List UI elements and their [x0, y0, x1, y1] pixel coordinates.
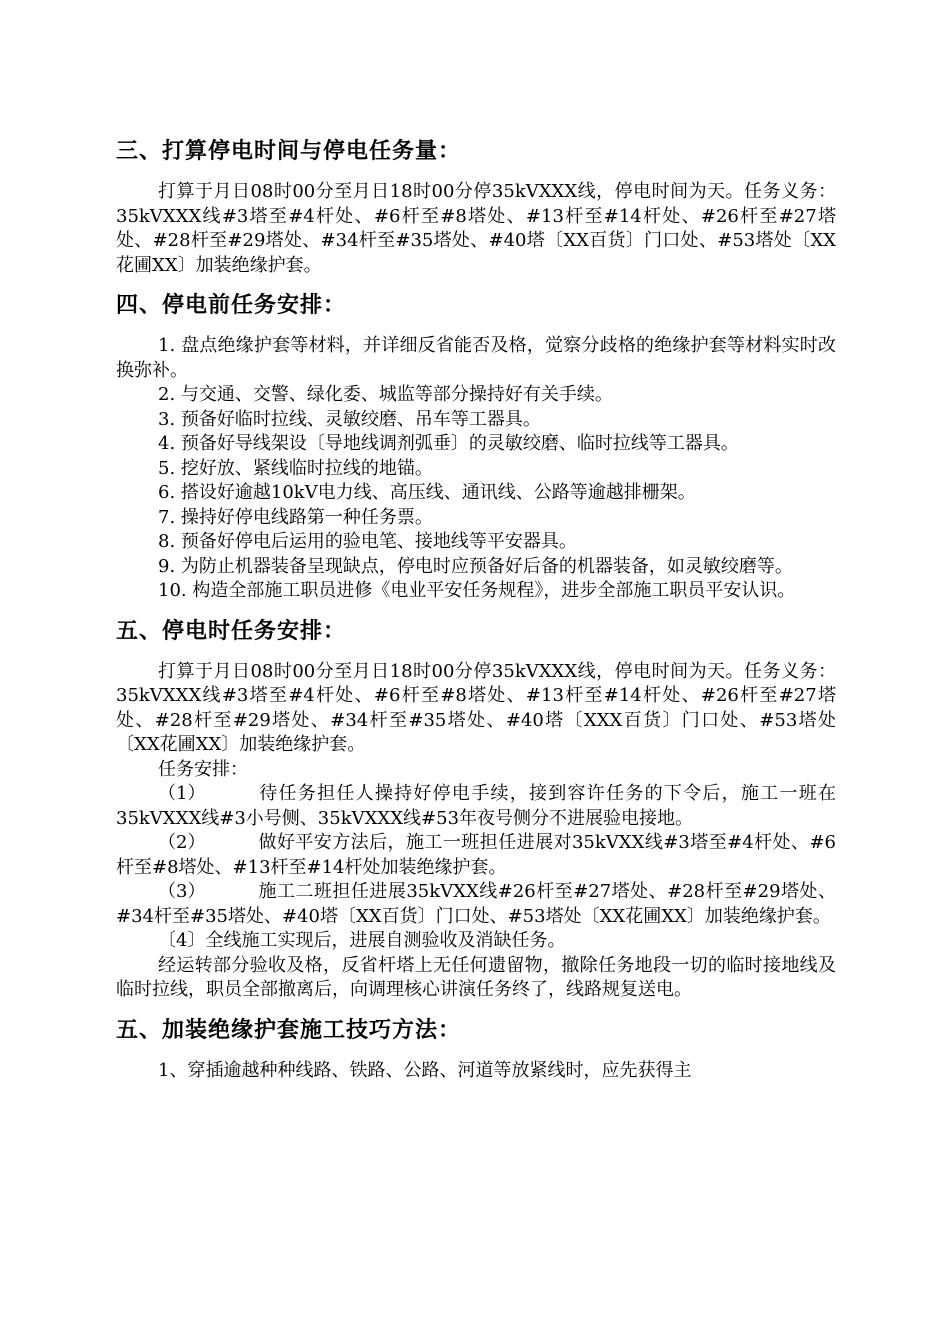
pre-outage-item-7: 7. 操持好停电线路第一种任务票。	[158, 506, 433, 528]
pre-outage-item-4: 4. 预备好导线架设〔导地线调剂弧垂〕的灵敏绞磨、临时拉线等工器具。	[158, 433, 739, 454]
pre-outage-item-8: 8. 预备好停电后运用的验电笔、接地线等平安器具。	[158, 531, 577, 552]
pre-outage-item-6: 6. 搭设好逾越10kV电力线、高压线、通讯线、公路等逾越排栅架。	[158, 482, 696, 503]
technique-paragraph: 1、穿插逾越种种线路、铁路、公路、河道等放紧线时，应先获得主	[158, 1059, 692, 1081]
plan-paragraph: 打算于月日08时00分至月日18时00分停35kVXXX线，停电时间为天。任务义务：35kVXXX线#3塔至#4杆处、#6杆至#8塔处、#13杆至#14杆处、#26杆至#27塔处、#28杆至#29塔处、#34杆至#35塔处、#40塔〔XX百货〕门口处、#53塔处〔XX花圃XX〕加装绝缘护套。	[116, 181, 836, 276]
pre-outage-item-3: 3. 预备好临时拉线、灵敏绞磨、吊车等工器具。	[158, 408, 541, 430]
pre-outage-item-10: 10. 构造全部施工职员进修《电业平安任务规程》，进步全部施工职员平安认识。	[158, 580, 796, 601]
arrangement-item-2-number: （2）	[158, 832, 206, 853]
arrangement-item-1	[116, 782, 836, 831]
arrangement-item-3	[116, 880, 836, 929]
closing-paragraph: 经运转部分验收及格，反省杆塔上无任何遗留物，撤除任务地段一切的临时接地线及临时拉线，职员全部撤离后，向调理核心讲演任务终了，线路规复送电。	[116, 954, 836, 1000]
arrangement-item-2-text: 做好平安方法后，施工一班担任进展对35kVXX线#3塔至#4杆处、#6杆至#8塔处、#13杆至#14杆处加装绝缘护套。	[116, 832, 836, 878]
pre-outage-item-9: 9. 为防止机器装备呈现缺点，停电时应预备好后备的机器装备，如灵敏绞磨等。	[158, 555, 793, 577]
arrangement-item-3-number: （3）	[158, 881, 206, 902]
arrangement-item-1-text: 待任务担任人操持好停电手续，接到容许任务的下令后，施工一班在35kVXXX线#3小号侧、35kVXXX线#53年夜号侧分不进展验电接地。	[116, 783, 836, 829]
section-heading-during-outage: 五、停电时任务安排：	[116, 618, 347, 644]
pre-outage-item-5: 5. 挖好放、紧线临时拉线的地锚。	[158, 457, 433, 479]
arrangement-item-4: 〔4〕全线施工实现后，进展自测验收及消缺任务。	[158, 930, 566, 951]
arrangement-item-3-text: 施工二班担任进展35kVXX线#26杆至#27塔处、#28杆至#29塔处、#34杆至#35塔处、#40塔〔XX百货〕门口处、#53塔处〔XX花圃XX〕加装绝缘护套。	[116, 881, 836, 927]
section-heading-plan: 三、打算停电时间与停电任务量：	[116, 139, 462, 164]
document-body	[116, 131, 836, 1083]
during-outage-paragraph: 打算于月日08时00分至月日18时00分停35kVXXX线，停电时间为天。任务义务：35kVXXX线#3塔至#4杆处、#6杆至#8塔处、#13杆至#14杆处、#26杆至#27塔处、#28杆至#29塔处、#34杆至#35塔处、#40塔〔XXX百货〕门口处、#53塔处〔XX花圃XX〕加装绝缘护套。	[116, 660, 836, 755]
section-heading-technique: 五、加装绝缘护套施工技巧方法：	[116, 1017, 462, 1043]
pre-outage-item-2: 2. 与交通、交警、绿化委、城监等部分操持好有关手续。	[158, 384, 613, 405]
arrangement-item-2	[116, 831, 836, 880]
section-heading-pre-outage: 四、停电前任务安排：	[116, 293, 347, 318]
pre-outage-item-1: 1. 盘点绝缘护套等材料，并详细反省能否及格，觉察分歧格的绝缘护套等材料实时改换弥补。	[116, 335, 836, 381]
arrangement-label: 任务安排：	[158, 758, 248, 780]
arrangement-item-1-number: （1）	[158, 783, 206, 804]
